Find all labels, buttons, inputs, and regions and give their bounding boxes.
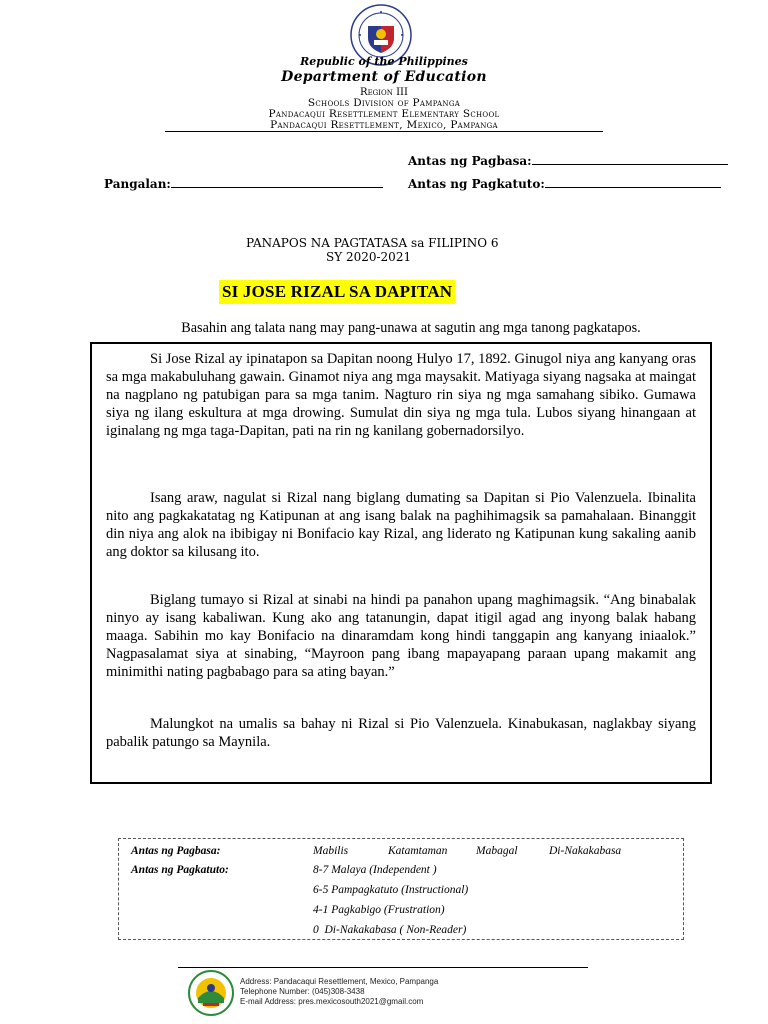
story-title: SI JOSE RIZAL SA DAPITAN [219, 280, 455, 304]
exam-title: PANAPOS NA PAGTATASA sa FILIPINO 6 [246, 236, 499, 250]
legend-level-mabilis: Mabilis [313, 845, 349, 857]
pangalan-label: Pangalan: [104, 177, 171, 191]
header-divider [165, 131, 603, 132]
passage-paragraph-3: Biglang tumayo si Rizal at sinabi na hindi pa panahon upang maghimagsik. “Ang binabalak ninyo ay isang kabaliwan. Kung ako ang tatanungin, dapat itigil agad ang inyong balak habang maaga. Sabihin mo kay Bonifacio na dinaramdam kong hindi tanggapin ang kanyang iniaalok.” Nagpasalamat siya at sinabing, “Mayroon pang ibang mapayapang paraan upang makamit ang minimithi nating pagbabago para sa ating bayan.” [106, 592, 696, 680]
legend-level-katamtaman: Katamtaman [388, 845, 448, 857]
legend-pagkatuto-label: Antas ng Pagkatuto: [131, 864, 229, 876]
pangalan-field [104, 176, 383, 191]
pagbasa-blank[interactable] [532, 153, 728, 165]
rating-legend [118, 838, 684, 940]
legend-pagbasa-label: Antas ng Pagbasa: [131, 845, 221, 857]
legend-level-dinakakabasa: Di-Nakakabasa [549, 845, 622, 857]
school-heading: Pandacaqui Resettlement Elementary School [268, 108, 500, 120]
legend-score-range: 0 Di-Nakakabasa ( Non-Reader) [313, 924, 467, 936]
region-heading: Region III [360, 87, 408, 98]
division-heading: Schools Division of Pampanga [307, 97, 461, 109]
passage-paragraph-2: Isang araw, nagulat si Rizal nang biglang dumating sa Dapitan si Pio Valenzuela. Ibinalita nito ang pagkakatatag ng Katipunan at ang isang balak na paghihimagsik sa pamahalaan. Binanggit din niya ang alok na ibibigay ni Bonifacio kay Rizal, ang liderato ng Katipunan kung sakaling aanib ang doktor sa kilusang ito. [106, 490, 696, 560]
school-year: SY 2020-2021 [326, 250, 412, 264]
footer-divider [178, 967, 588, 968]
legend-score-range: 4-1 Pagkabigo (Frustration) [313, 904, 445, 916]
pagbasa-label: Antas ng Pagbasa: [408, 154, 532, 168]
department-heading: Department of Education [281, 69, 487, 85]
school-logo-icon [188, 970, 234, 1016]
school-address: Pandacaqui Resettlement, Mexico, Pampanga [270, 119, 498, 131]
footer-email[interactable]: E-mail Address: pres.mexicosouth2021@gmail.com [240, 997, 424, 1006]
pangalan-blank[interactable] [171, 176, 383, 188]
pagkatuto-blank[interactable] [545, 176, 721, 188]
pagkatuto-field [408, 176, 721, 191]
passage-box [90, 342, 712, 784]
legend-score-range: 6-5 Pampagkatuto (Instructional) [313, 884, 469, 896]
legend-score-range: 8-7 Malaya (Independent ) [313, 864, 437, 876]
passage-paragraph-1: Si Jose Rizal ay ipinatapon sa Dapitan noong Hulyo 17, 1892. Ginugol niya ang kanyang oras sa mga makabuluhang gawain. Ginamot niya ang mga maysakit. Matiyaga siyang nagsaka at maingat na nagplano ng patubigan para sa mga tanim. Nagturo rin siya ng mga samahang sibiko. Gumawa siya ng ilang eskultura at mga drowing. Sumulat din siya ng mga tula. Lubos siyang hinangaan at iginalang ng mga taga-Dapitan, pati na rin ng kanilang gobernadorsilyo. [106, 351, 696, 439]
pagkatuto-label: Antas ng Pagkatuto: [408, 177, 545, 191]
pagbasa-field [408, 153, 728, 168]
legend-level-mabagal: Mabagal [476, 845, 518, 857]
republic-heading: Republic of the Philippines [300, 55, 468, 68]
instructions-text: Basahin ang talata nang may pang-unawa at sagutin ang mga tanong pagkatapos. [181, 320, 641, 336]
passage-paragraph-4: Malungkot na umalis sa bahay ni Rizal si Pio Valenzuela. Kinabukasan, naglakbay siyang pabalik patungo sa Maynila. [106, 716, 696, 750]
footer-phone: Telephone Number: (045)308-3438 [240, 987, 365, 996]
footer-address: Address: Pandacaqui Resettlement, Mexico, Pampanga [240, 977, 439, 986]
